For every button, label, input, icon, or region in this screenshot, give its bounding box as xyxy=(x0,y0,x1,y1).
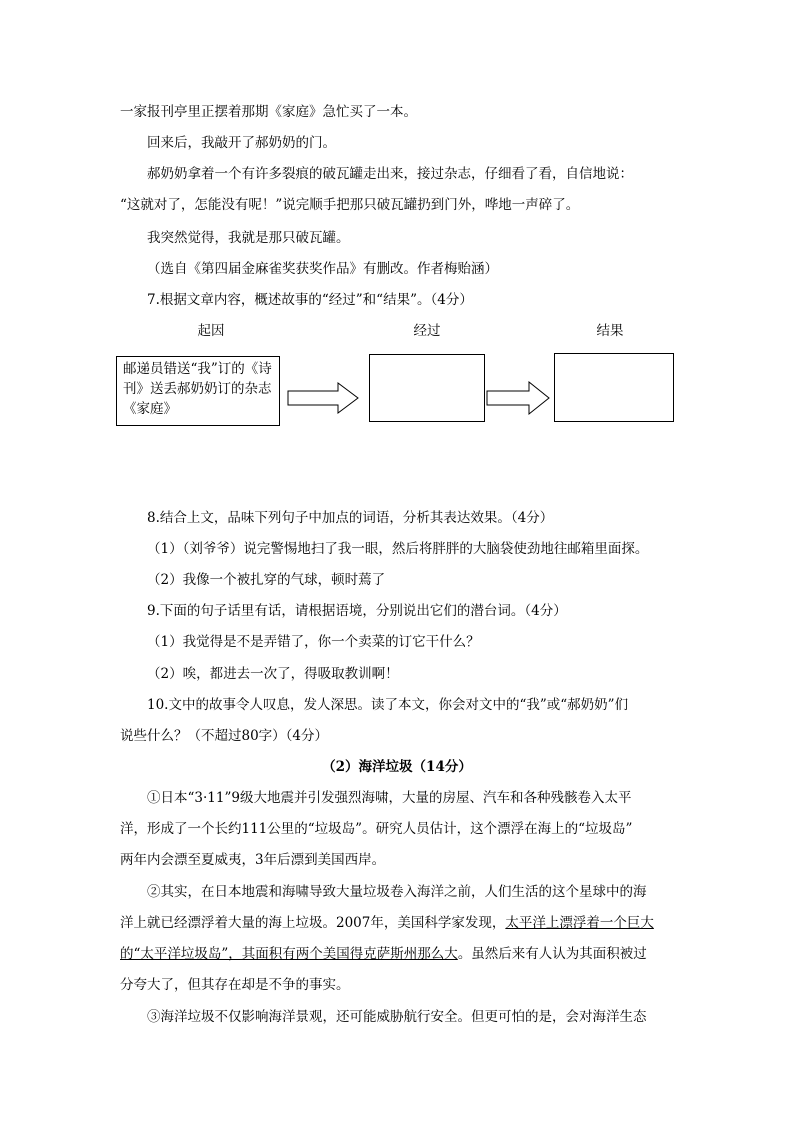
underlined-sentence-part-2: 的“太平洋垃圾岛”，其面积有两个美国得克萨斯州那么大 xyxy=(120,946,458,962)
story-p2: 回来后，我敲开了郝奶奶的门。 xyxy=(147,135,336,151)
section-2-p1-line-2: 洋，形成了一个长约111公里的“垃圾岛”。研究人员估计，这个漂浮在海上的“垃圾岛” xyxy=(120,821,633,837)
section-2-title: （2）海洋垃圾（14分） xyxy=(322,759,472,775)
question-10-line-1: 10.文中的故事令人叹息，发人深思。读了本文，你会对文中的“我”或“郝奶奶”们 xyxy=(147,697,629,713)
flow-arrow-2 xyxy=(487,382,551,414)
section-2-p3-line-1: ③海洋垃圾不仅影响海洋景观，还可能威胁航行安全。但更可怕的是，会对海洋生态 xyxy=(147,1009,647,1025)
story-p4: 我突然觉得，我就是那只破瓦罐。 xyxy=(147,230,350,246)
cause-box xyxy=(116,356,280,426)
section-2-p2-line-1: ②其实，在日本地震和海啸导致大量垃圾卷入海洋之前，人们生活的这个星球中的海 xyxy=(147,884,647,900)
question-10-line-2: 说些什么？（不超过80字）（4分） xyxy=(120,728,329,744)
underlined-sentence-part-1: 太平洋上漂浮着一个巨大 xyxy=(505,915,654,931)
cause-box-text: 邮递员错送“我”订的《诗刊》送丢郝奶奶订的杂志《家庭》 xyxy=(123,361,272,417)
story-source: （选自《第四届金麻雀奖获奖作品》有删改。作者梅贻涵） xyxy=(147,261,498,277)
section-2-p2-line-3 xyxy=(120,945,647,963)
question-9-sentence-2: （2）唉，都进去一次了，得吸取教训啊！ xyxy=(147,666,399,682)
process-answer-box[interactable] xyxy=(369,354,485,422)
question-9: 9.下面的句子话里有话，请根据语境，分别说出它们的潜台词。（4分） xyxy=(147,603,567,619)
result-answer-box[interactable] xyxy=(554,353,674,422)
question-8-sentence-1: （1）（刘爷爷）说完警惕地扫了我一眼，然后将胖胖的大脑袋使劲地往邮箱里面探。 xyxy=(147,541,649,557)
story-p3a: 郝奶奶拿着一个有许多裂痕的破瓦罐走出来，接过杂志，仔细看了看，自信地说： xyxy=(147,166,633,182)
flow-label-process: 经过 xyxy=(413,323,441,339)
section-2-p2-line-2-text: 洋上就已经漂浮着大量的海上垃圾。2007年，美国科学家发现， xyxy=(120,915,506,931)
flow-label-cause: 起因 xyxy=(197,323,225,339)
section-2-p2-line-4: 分夸大了，但其存在却是不争的事实。 xyxy=(120,977,350,993)
flow-label-result: 结果 xyxy=(596,323,624,339)
question-7: 7.根据文章内容，概述故事的“经过”和“结果”。（4分） xyxy=(147,292,473,308)
question-8-sentence-2: （2）我像一个被扎穿的气球，顿时蔫了 xyxy=(147,572,386,588)
story-p3b: “这就对了，怎能没有呢！”说完顺手把那只破瓦罐扔到门外，哗地一声碎了。 xyxy=(120,197,580,213)
section-2-p2-line-3-text: 。虽然后来有人认为其面积被过 xyxy=(457,946,647,962)
section-2-p1-line-1: ①日本“3·11”9级大地震并引发强烈海啸，大量的房屋、汽车和各种残骸卷入太平 xyxy=(147,790,632,806)
question-9-sentence-1: （1）我觉得是不是弄错了，你一个卖菜的订它干什么？ xyxy=(147,634,480,650)
question-8: 8.结合上文，品味下列句子中加点的词语，分析其表达效果。（4分） xyxy=(147,510,554,526)
section-2-p1-line-3: 两年内会漂至夏威夷，3年后漂到美国西岸。 xyxy=(120,852,386,868)
flow-arrow-1 xyxy=(288,383,360,413)
section-2-p2-line-2 xyxy=(120,914,654,932)
story-p1: 一家报刊亭里正摆着那期《家庭》急忙买了一本。 xyxy=(120,104,417,120)
